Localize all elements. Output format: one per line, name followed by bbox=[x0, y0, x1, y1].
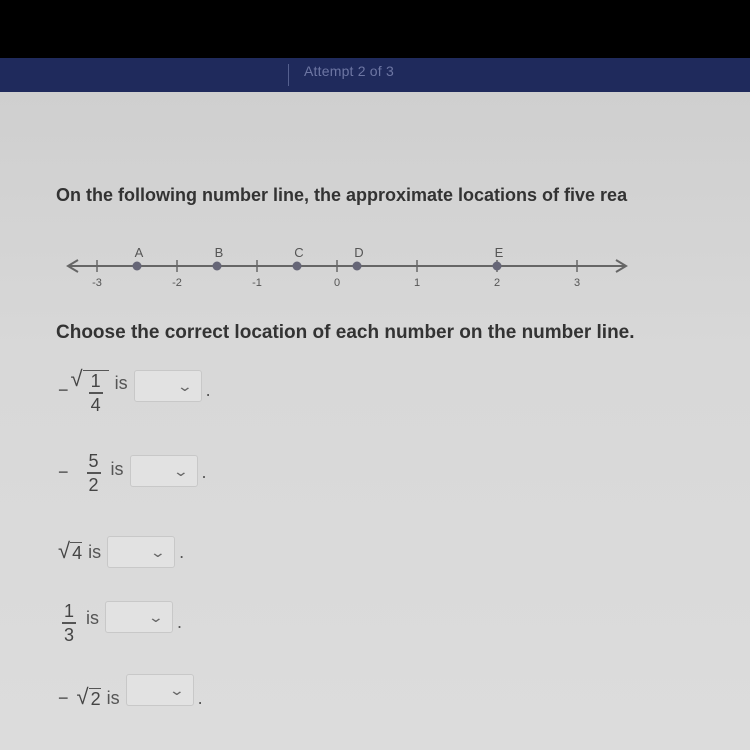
item-2-denominator: 2 bbox=[88, 474, 99, 495]
top-black-bar bbox=[0, 0, 750, 58]
tick-label--3: -3 bbox=[92, 277, 102, 289]
chevron-down-icon: ⌄ bbox=[168, 682, 185, 698]
item-2-period: . bbox=[201, 462, 207, 483]
item-4-numerator: 1 bbox=[63, 601, 74, 621]
item-1-period: . bbox=[205, 380, 211, 401]
point-c bbox=[293, 262, 302, 271]
chevron-down-icon: ⌄ bbox=[172, 462, 189, 479]
item-4 bbox=[58, 602, 182, 644]
instruction-text: Choose the correct location of each number on the number line. bbox=[56, 322, 635, 343]
item-3-location-select[interactable] bbox=[107, 536, 175, 568]
item-1-numerator: 1 bbox=[90, 371, 101, 391]
point-label-d: D bbox=[354, 245, 364, 260]
chevron-down-icon: ⌄ bbox=[150, 544, 167, 560]
chevron-down-icon: ⌄ bbox=[147, 608, 165, 625]
point-label-a: A bbox=[134, 245, 144, 260]
item-3-square-root bbox=[58, 540, 82, 564]
point-e bbox=[493, 262, 502, 271]
quiz-header bbox=[0, 58, 750, 92]
item-3-period: . bbox=[179, 541, 185, 562]
item-2-negative-sign: − bbox=[58, 462, 69, 483]
item-3-is-label: is bbox=[88, 541, 102, 562]
question-panel bbox=[0, 92, 750, 750]
point-label-e: E bbox=[494, 245, 504, 260]
item-2-fraction bbox=[87, 452, 101, 494]
item-4-is-label: is bbox=[86, 608, 99, 629]
item-4-denominator: 3 bbox=[63, 624, 74, 645]
item-4-period: . bbox=[177, 612, 183, 633]
point-label-b: B bbox=[214, 245, 224, 260]
radical-icon: √ bbox=[76, 684, 89, 709]
item-1-is-label: is bbox=[114, 373, 128, 394]
item-1-location-select[interactable] bbox=[134, 370, 202, 402]
item-1 bbox=[58, 368, 211, 414]
tick-label-0: 0 bbox=[333, 277, 341, 289]
item-2-location-select[interactable] bbox=[130, 455, 198, 487]
item-5-radicand: 2 bbox=[90, 689, 101, 709]
item-3 bbox=[58, 536, 184, 568]
item-4-fraction bbox=[62, 602, 76, 644]
item-3-radicand: 4 bbox=[72, 543, 83, 563]
tick-label-1: 1 bbox=[413, 277, 421, 289]
item-4-location-select[interactable] bbox=[105, 601, 173, 633]
item-5-location-select[interactable] bbox=[126, 674, 194, 706]
item-5-square-root bbox=[77, 686, 101, 710]
chevron-down-icon: ⌄ bbox=[176, 377, 193, 394]
point-d bbox=[353, 262, 362, 271]
item-5-is-label: is bbox=[106, 687, 120, 708]
radical-icon: √ bbox=[58, 538, 71, 563]
point-a bbox=[133, 262, 142, 271]
item-1-negative-sign: − bbox=[58, 380, 69, 401]
point-b bbox=[213, 262, 222, 271]
number-line bbox=[60, 234, 640, 294]
item-2 bbox=[58, 452, 207, 494]
item-1-denominator: 4 bbox=[90, 394, 101, 415]
item-1-square-root bbox=[71, 368, 109, 414]
attempt-counter: Attempt 2 of 3 bbox=[304, 63, 394, 79]
item-2-numerator: 5 bbox=[88, 451, 99, 471]
radical-icon: √ bbox=[70, 366, 83, 391]
tick-label--2: -2 bbox=[172, 277, 182, 289]
item-5-negative-sign: − bbox=[58, 687, 69, 708]
question-text: On the following number line, the approximate locations of five rea bbox=[56, 185, 628, 205]
item-2-is-label: is bbox=[110, 459, 124, 480]
tick-label--1: -1 bbox=[252, 277, 262, 289]
tick-label-2: 2 bbox=[493, 277, 501, 289]
item-5 bbox=[58, 682, 203, 710]
item-5-period: . bbox=[197, 687, 203, 708]
point-label-c: C bbox=[294, 245, 304, 260]
header-separator bbox=[288, 64, 289, 86]
tick-label-3: 3 bbox=[573, 277, 581, 289]
item-1-fraction bbox=[89, 372, 103, 414]
